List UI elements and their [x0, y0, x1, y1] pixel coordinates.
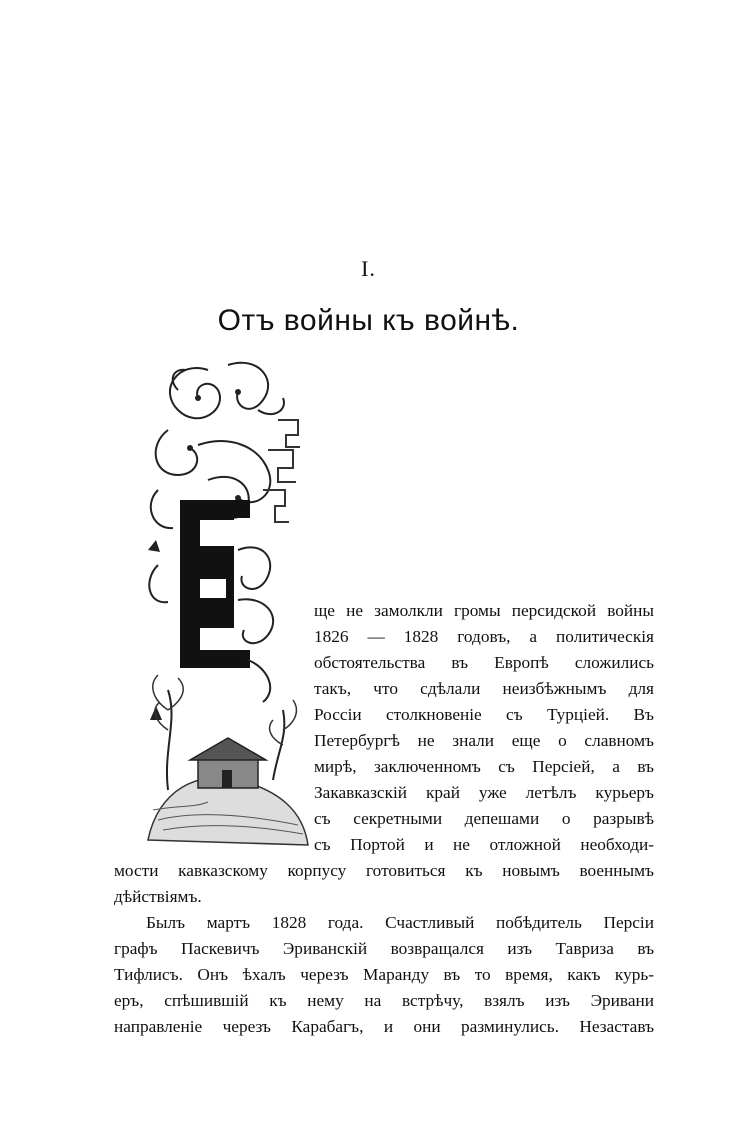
text-line: дѣйствіямъ. [114, 887, 202, 906]
text-line: съ Портой и не отложной необходи- [314, 835, 654, 854]
text-line: еръ, спѣшившій къ нему на встрѣчу, взялъ изъ Эривани [114, 991, 654, 1010]
text-line: Петербургѣ не знали еще о славномъ [314, 731, 654, 750]
text-line: такъ, что сдѣлали неизбѣжнымъ для [314, 679, 654, 698]
text-line: мирѣ, заключенномъ съ Персіей, а въ [314, 757, 654, 776]
chapter-number: I. [361, 256, 376, 281]
paragraph-first-line: Былъ мартъ 1828 года. Счастливый побѣдитель Персіи [146, 913, 654, 932]
text-line: Закавказскій край уже летѣлъ курьеръ [314, 783, 654, 802]
drop-cap-wrapped-text [314, 598, 654, 858]
ornamental-initial [138, 350, 310, 850]
text-line: обстоятельства въ Европѣ сложились [314, 653, 654, 672]
text-line: направленіе черезъ Карабагъ, и они разминулись. Незаставъ [114, 1017, 654, 1036]
text-line: ще не замолкли громы персидской войны [314, 601, 654, 620]
text-line: съ секретными депешами о разрывѣ [314, 809, 654, 828]
text-line: графъ Паскевичъ Эриванскій возвращался изъ Тавриза въ [114, 939, 654, 958]
text-line: 1826 — 1828 годовъ, а политическія [314, 627, 654, 646]
ornamental-initial-illustration [138, 350, 310, 850]
chapter-title: Отъ войны къ войнѣ. [217, 304, 520, 337]
text-line: Россіи столкновеніе съ Турціей. Въ [314, 705, 654, 724]
text-line: Тифлисъ. Онъ ѣхалъ черезъ Маранду въ то время, какъ курь- [114, 965, 654, 984]
body-text [114, 858, 654, 1040]
text-line: мости кавказскому корпусу готовиться къ новымъ военнымъ [114, 861, 654, 880]
